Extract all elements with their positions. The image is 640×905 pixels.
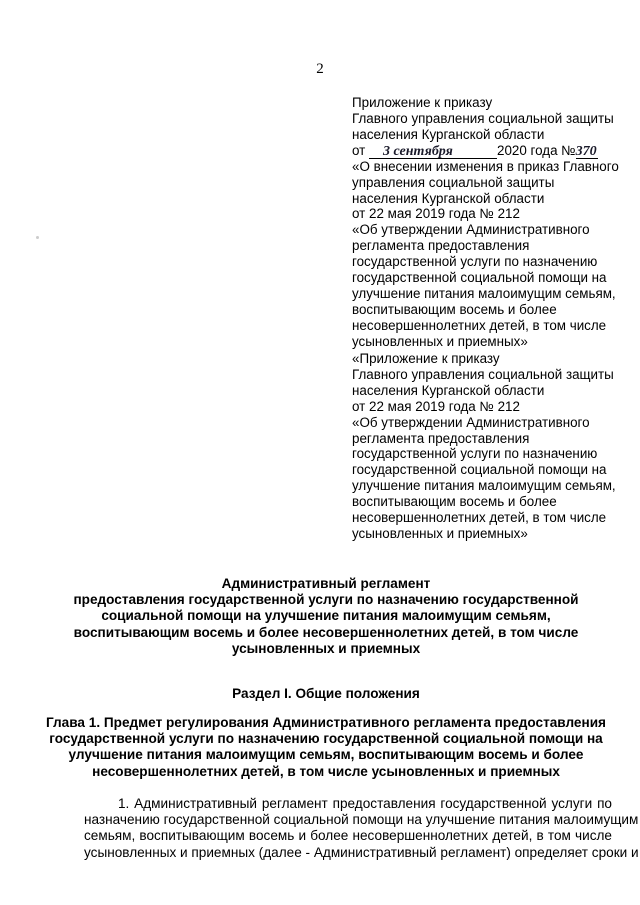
appendix-line: от 22 мая 2019 года № 212 [352,398,520,414]
date-blank [369,144,497,159]
appendix-line: «О внесении изменения в приказ Главного [352,158,619,174]
title-line: усыновленных и приемных [231,640,421,656]
appendix-line: воспитывающим восемь и более [352,494,557,510]
appendix-line: государственной услуги по назначению [352,446,598,462]
appendix-line: «Об утверждении Административного [352,222,590,238]
appendix-line: государственной социальной помощи на [352,462,607,478]
date-prefix: от [352,142,366,158]
section-heading: Раздел I. Общие положения [232,686,420,701]
appendix-line: от 22 мая 2019 года № 212 [352,206,520,222]
appendix-line: усыновленных и приемных» [352,525,528,541]
appendix-line: усыновленных и приемных» [352,333,528,349]
paragraph-line: 1. Административный регламент предоставления государственной услуги по [118,796,612,811]
appendix-line: улучшение питания малоимущим семьям, [352,478,616,494]
chapter-heading [40,715,612,780]
paragraph-line: усыновленных и приемных (далее - Административный регламент) определяет сроки и [84,844,639,860]
page-number: 2 [316,61,324,77]
date-year: 2020 года № [497,142,576,158]
appendix-line: воспитывающим восемь и более [352,301,557,317]
paragraph-1 [84,796,612,812]
appendix-line: Приложение к приказу [352,95,493,110]
appendix-header-1 [352,95,622,350]
paragraph-line: назначению государственной социальной помощи на улучшение питания малоимущим [84,812,639,827]
appendix-line: улучшение питания малоимущим семьям, [352,285,616,301]
appendix-line: регламента предоставления [352,430,530,446]
appendix-line: населения Курганской области [352,126,545,142]
appendix-line: «Приложение к приказу [352,351,500,366]
scan-speck [36,236,39,239]
number-blank [576,144,598,159]
appendix-line: населения Курганской области [352,190,545,206]
appendix-header-2 [352,351,622,542]
appendix-line: Главного управления социальной защиты [352,366,614,382]
chapter-line: улучшение питания малоимущим семьям, воспитывающим восемь и более [68,747,584,763]
appendix-line: управления социальной защиты [352,174,555,190]
paragraph-line: семьям, воспитывающим восемь и более несовершеннолетних детей, в том числе [84,828,612,844]
appendix-line: несовершеннолетних детей, в том числе [352,317,607,333]
appendix-line: регламента предоставления [352,238,530,254]
handwritten-number: 370 [575,143,597,159]
appendix-date-line [352,143,622,159]
chapter-line: Глава 1. Предмет регулирования Административного регламента предоставления [46,715,606,730]
chapter-line: государственной услуги по назначению государственной социальной помощи на [49,731,603,747]
appendix-line: несовершеннолетних детей, в том числе [352,510,607,526]
paragraph-1-cont [84,812,639,861]
chapter-line: несовершеннолетних детей, в том числе усыновленных и приемных [92,763,560,779]
handwritten-date: 3 сентября [383,143,453,159]
title-line: предоставления государственной услуги по назначению государственной [73,592,579,608]
appendix-line: населения Курганской области [352,382,545,398]
document-title [40,576,612,657]
appendix-line: «Об утверждении Административного [352,414,590,430]
title-line: воспитывающим восемь и более несовершеннолетних детей, в том числе [73,624,579,640]
appendix-line: государственной услуги по назначению [352,254,598,270]
appendix-line: государственной социальной помощи на [352,270,607,286]
title-line: Административный регламент [221,576,431,591]
appendix-line: Главного управления социальной защиты [352,110,614,126]
title-line: социальной помощи на улучшение питания малоимущим семьям, [101,608,551,624]
